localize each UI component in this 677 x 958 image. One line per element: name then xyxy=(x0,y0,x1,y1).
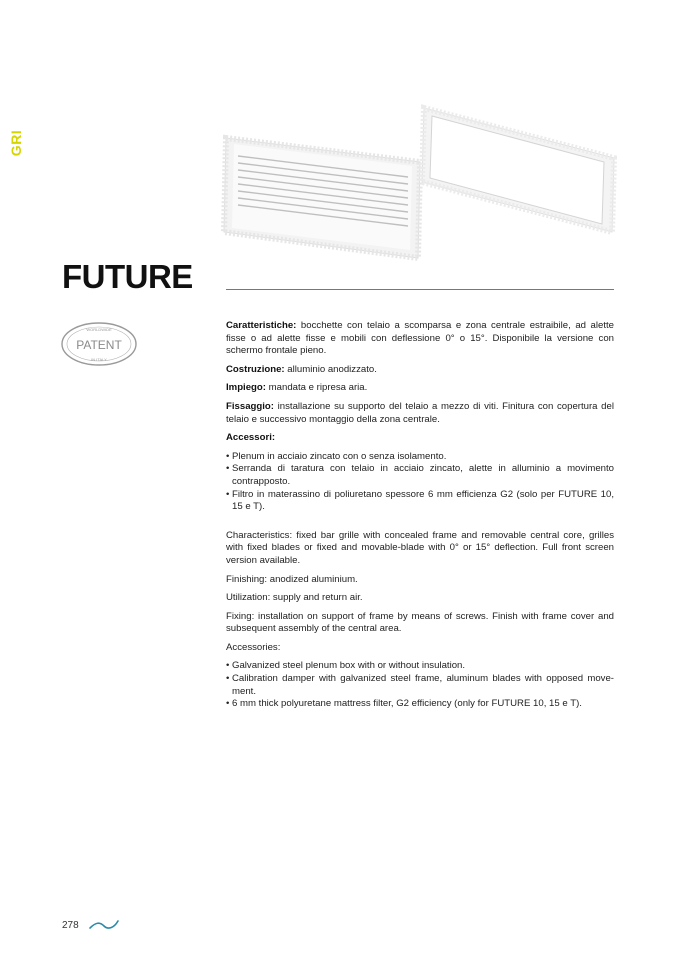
list-item: • 6 mm thick polyuretane mattress filter, G2 efficiency (only for FUTURE 10, 15 e T). xyxy=(226,698,614,711)
en-accessories-label: Accessories: xyxy=(226,641,281,653)
svg-text:PATENT: PATENT xyxy=(76,338,122,352)
english-block xyxy=(226,530,614,711)
italian-block xyxy=(226,320,614,514)
list-item: • Filtro in materassino di poliuretano spessore 6 mm efficienza G2 (solo per FUTURE 10, 15 e T). xyxy=(226,489,614,514)
it-accessories-label: Accessori: xyxy=(226,432,276,444)
svg-text:WORLDWIDE: WORLDWIDE xyxy=(86,327,112,332)
it-construction: Costruzione: alluminio anodizzato. xyxy=(226,363,377,375)
en-utilization: Utilization: supply and return air. xyxy=(226,592,363,604)
section-tab-label: GRI xyxy=(8,129,24,157)
en-accessories-list xyxy=(226,660,614,710)
it-fixing: Fissaggio: installazione su supporto del telaio a mezzo di viti. Finitura con copertura del telaio e successivo montaggio della zona centrale. xyxy=(226,400,614,425)
it-accessories-list xyxy=(226,451,614,514)
it-characteristics: Caratteristiche: bocchette con telaio a scomparsa e zona centrale estraibile, ad alette fisse o ad alette fisse e mobili con deflessione 0° o 15°. Disponibile la versione con schermo frontale pieno. xyxy=(226,320,614,357)
product-title: FUTURE xyxy=(62,258,193,295)
list-item: • Calibration damper with galvanized steel frame, aluminum blades with opposed move-ment. xyxy=(226,673,614,698)
wave-logo-icon xyxy=(88,918,120,932)
product-image xyxy=(220,100,620,270)
en-fixing: Fixing: installation on support of frame by means of screws. Finish with frame cover and subsequent assembly of the central area. xyxy=(226,610,614,635)
svg-text:IN ITALY: IN ITALY xyxy=(91,357,107,362)
page-number: 278 xyxy=(62,920,79,931)
list-item: • Plenum in acciaio zincato con o senza isolamento. xyxy=(226,451,614,464)
grille-left xyxy=(224,138,420,258)
it-use: Impiego: mandata e ripresa aria. xyxy=(226,382,368,394)
en-characteristics: Characteristics: fixed bar grille with concealed frame and removable central core, grilles with fixed blades or fixed and movable-blade with 0° or 15° deflection. Full front screen version available. xyxy=(226,529,614,566)
description xyxy=(226,320,614,711)
list-item: • Serranda di taratura con telaio in acciaio zincato, alette in alluminio a movimento contrapposto. xyxy=(226,463,614,488)
patent-seal xyxy=(60,321,138,367)
grille-right xyxy=(422,108,614,232)
title-divider xyxy=(226,289,614,290)
list-item: • Galvanized steel plenum box with or without insulation. xyxy=(226,660,614,673)
section-tab xyxy=(6,128,26,158)
en-finishing: Finishing: anodized aluminium. xyxy=(226,573,358,585)
